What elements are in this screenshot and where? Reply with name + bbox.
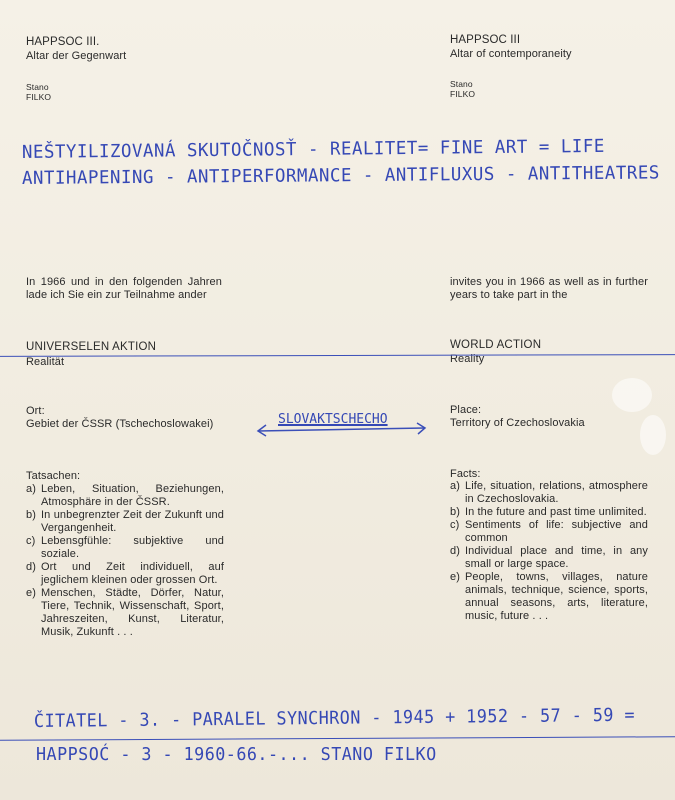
- left-author-name: FILKO: [26, 92, 52, 102]
- right-action-subtitle: Reality: [450, 353, 485, 365]
- list-item: b) In unbegrenzter Zeit der Zukunft und Vergangenheit.: [26, 509, 224, 534]
- handwritten-center-label: SLOVAKTSCHECHO: [278, 412, 388, 427]
- right-header-subtitle: Altar of contemporaneity: [450, 48, 572, 60]
- handwritten-bottom-line-1: ČITATEL - 3. - PARALEL SYNCHRON - 1945 + 1952 - 57 - 59 =: [33, 704, 636, 732]
- list-item: e) Menschen, Städte, Dörfer, Natur, Tiere, Technik, Wissenschaft, Sport, Jahreszeiten, Kunst, Literatur, Musik, Zukunft . . .: [26, 587, 224, 638]
- left-facts-label: Tatsachen:: [26, 470, 81, 482]
- right-invite-text: invites you in 1966 as well as in further years to take part in the: [450, 276, 648, 301]
- handwritten-line-1: NEŠTYILIZOVANÁ SKUTOČNOSŤ - REALITET= FINE ART = LIFE: [21, 135, 605, 163]
- left-place-label: Ort:: [26, 405, 45, 417]
- left-header-title: HAPPSOC III.: [26, 36, 100, 48]
- list-item: a) Life, situation, relations, atmosphere in Czechoslovakia.: [450, 480, 648, 505]
- right-place-label: Place:: [450, 404, 482, 416]
- right-facts-label: Facts:: [450, 468, 481, 480]
- left-facts-list: [26, 483, 224, 639]
- double-arrow-icon: [255, 420, 435, 440]
- right-action-title: WORLD ACTION: [450, 339, 542, 351]
- paper-stain: [612, 378, 652, 412]
- left-action-subtitle: Realität: [26, 356, 65, 368]
- handwritten-bottom-line-2: HAPPSOĆ - 3 - 1960-66.-... STANO FILKO: [36, 744, 437, 765]
- left-place-value: Gebiet der ČSSR (Tschechoslowakei): [26, 418, 214, 430]
- right-author-label: Stano: [450, 79, 473, 89]
- left-header-subtitle: Altar der Gegenwart: [26, 50, 127, 62]
- right-facts-list: [450, 480, 648, 623]
- list-item: e) People, towns, villages, nature animals, technique, science, sports, annual seasons, arts, literature, music, future . . .: [450, 571, 648, 622]
- left-action-title: UNIVERSELEN AKTION: [26, 341, 157, 353]
- left-author-label: Stano: [26, 82, 49, 92]
- left-invite-text: In 1966 und in den folgenden Jahren lade ich Sie ein zur Teilnahme ander: [26, 276, 222, 301]
- handwritten-line-2: ANTIHAPENING - ANTIPERFORMANCE - ANTIFLUXUS - ANTITHEATRES: [21, 162, 660, 189]
- right-header-title: HAPPSOC III: [450, 34, 521, 46]
- list-item: b) In the future and past time unlimited.: [450, 506, 647, 518]
- list-item: c) Lebensgfühle: subjektive und soziale.: [26, 535, 224, 560]
- list-item: d) Ort und Zeit individuell, auf jeglichem kleinen oder grossen Ort.: [26, 561, 224, 586]
- list-item: a) Leben, Situation, Beziehungen, Atmosphäre in der ČSSR.: [26, 483, 224, 508]
- right-place-value: Territory of Czechoslovakia: [450, 417, 585, 429]
- right-author-name: FILKO: [450, 89, 476, 99]
- list-item: c) Sentiments of life: subjective and common: [450, 519, 648, 544]
- list-item: d) Individual place and time, in any small or large space.: [450, 545, 648, 570]
- paper-stain: [640, 415, 666, 455]
